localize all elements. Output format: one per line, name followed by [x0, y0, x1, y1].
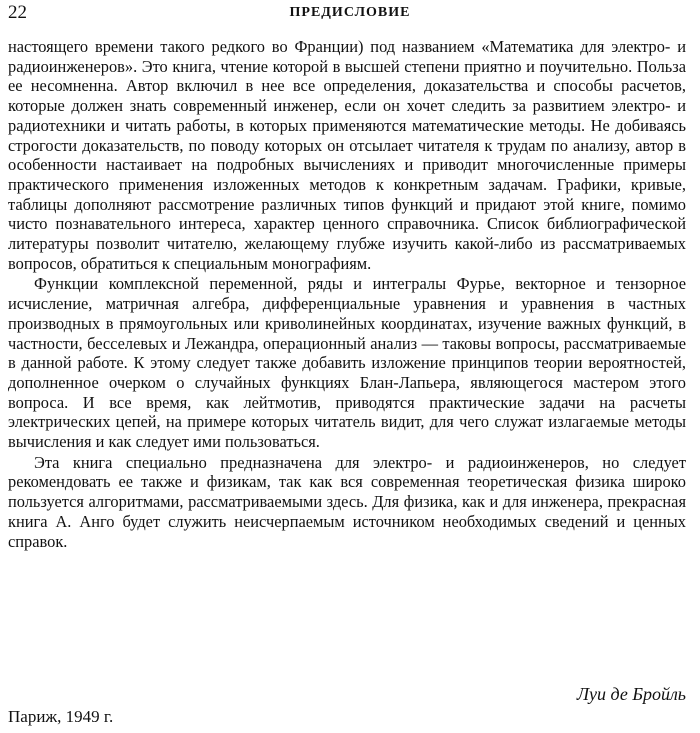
author-signature: Луи де Бройль [576, 684, 686, 704]
page-number: 22 [8, 2, 27, 23]
page-header [8, 0, 692, 30]
running-title: ПРЕДИСЛОВИЕ [289, 5, 411, 20]
body-text [8, 37, 686, 551]
paragraph: Функции комплексной переменной, ряды и интегралы Фурье, векторное и тензорное исчисление, матричная алгебра, дифференциальные уравнения и уравнения в частных производных в прямоугольных или криволинейных координатах, изучение важных функций, в частности, бесселевых и Лежандра, операционный анализ — таковы вопросы, рассматриваемые в данной работе. К этому следует также добавить изложение принципов теории вероятностей, дополненное очерком о случайных функциях Блан-Лапьера, являющегося мастером этого вопроса. И все время, как лейтмотив, приводятся практические задачи на расчеты электрических цепей, на примере которых читатель видит, для чего служат излагаемые методы вычисления и как следует ими пользоваться. [8, 274, 686, 452]
paragraph: настоящего времени такого редкого во Франции) под названием «Математика для электро- и радиоинженеров». Это книга, чтение которой в высшей степени приятно и поучительно. Польза ее несомненна. Автор включил в нее все определения, доказательства и способы расчетов, которые должен знать современный инженер, если он хочет следить за развитием электро- и радиотехники и читать работы, в которых применяются математические методы. Не добиваясь строгости доказательств, по поводу которых он отсылает читателя к трудам по анализу, автор в особенности настаивает на подробных вычислениях и приводит многочисленные примеры практического применения изложенных методов к конкретным задачам. Графики, кривые, таблицы дополняют рассмотрение различных типов функций и придают этой книге, помимо чисто познавательного интереса, характер ценного справочника. Список библиографической литературы позволит читателю, желающему глубже изучить какой-либо из рассматриваемых вопросов, обратиться к специальным монографиям. [8, 37, 686, 273]
paragraph: Эта книга специально предназначена для электро- и радиоинженеров, но следует рекомендовать ее также и физикам, так как вся современная теоретическая физика широко пользуется алгоритмами, рассматриваемыми здесь. Для физика, как и для инженера, прекрасная книга А. Анго будет служить неисчерпаемым источником необходимых сведений и ценных справок. [8, 452, 686, 551]
place-date: Париж, 1949 г. [8, 707, 114, 726]
